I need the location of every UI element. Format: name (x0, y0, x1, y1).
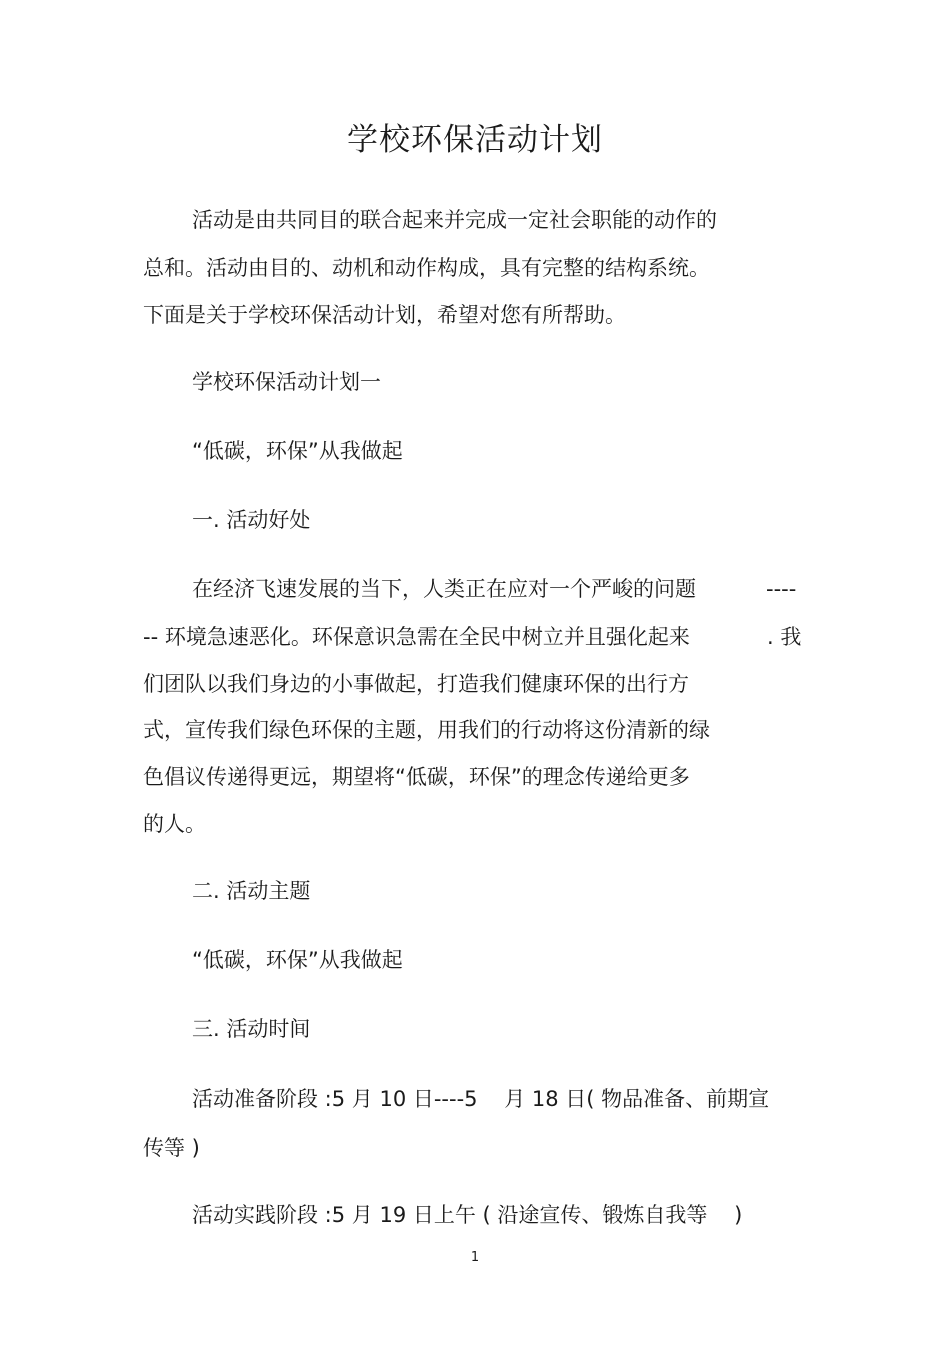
page-number: 1 (470, 1250, 480, 1265)
section-1-line-2: -- 环境急速恶化。环保意识急需在全民中树立并且强化起来 (143, 625, 690, 649)
intro-line-1: 活动是由共同目的联合起来并完成一定社会职能的动作的 (192, 208, 717, 232)
section-1-line-2-tail: . 我 (767, 625, 802, 649)
document-title: 学校环保活动计划 (347, 122, 603, 158)
section-2-text: “低碳，环保”从我做起 (192, 948, 403, 972)
prep-stage-line-1: 活动准备阶段 :5 月 10 日----5 月 18 日( 物品准备、前期宣 (192, 1087, 770, 1111)
slogan: “低碳，环保”从我做起 (192, 439, 403, 463)
section-1-dash-continuation: ---- (766, 577, 797, 601)
prep-stage-line-2: 传等 ) (143, 1136, 200, 1160)
section-2-heading: 二. 活动主题 (192, 879, 311, 903)
section-1-line-3: 们团队以我们身边的小事做起，打造我们健康环保的出行方 (143, 672, 689, 696)
section-1-heading: 一. 活动好处 (192, 508, 311, 532)
intro-line-3: 下面是关于学校环保活动计划，希望对您有所帮助。 (143, 303, 626, 327)
section-1-line-6: 的人。 (143, 812, 206, 836)
intro-line-2: 总和。活动由目的、动机和动作构成，具有完整的结构系统。 (143, 256, 710, 280)
section-3-heading: 三. 活动时间 (192, 1017, 311, 1041)
practice-stage-line: 活动实践阶段 :5 月 19 日上午 ( 沿途宣传、锻炼自我等 ) (192, 1203, 743, 1227)
section-1-line-5: 色倡议传递得更远，期望将“低碳，环保”的理念传递给更多 (143, 765, 690, 789)
section-1-line-1: 在经济飞速发展的当下，人类正在应对一个严峻的问题 (192, 577, 696, 601)
plan-heading: 学校环保活动计划一 (192, 370, 381, 394)
section-1-line-4: 式，宣传我们绿色环保的主题，用我们的行动将这份清新的绿 (143, 718, 710, 742)
